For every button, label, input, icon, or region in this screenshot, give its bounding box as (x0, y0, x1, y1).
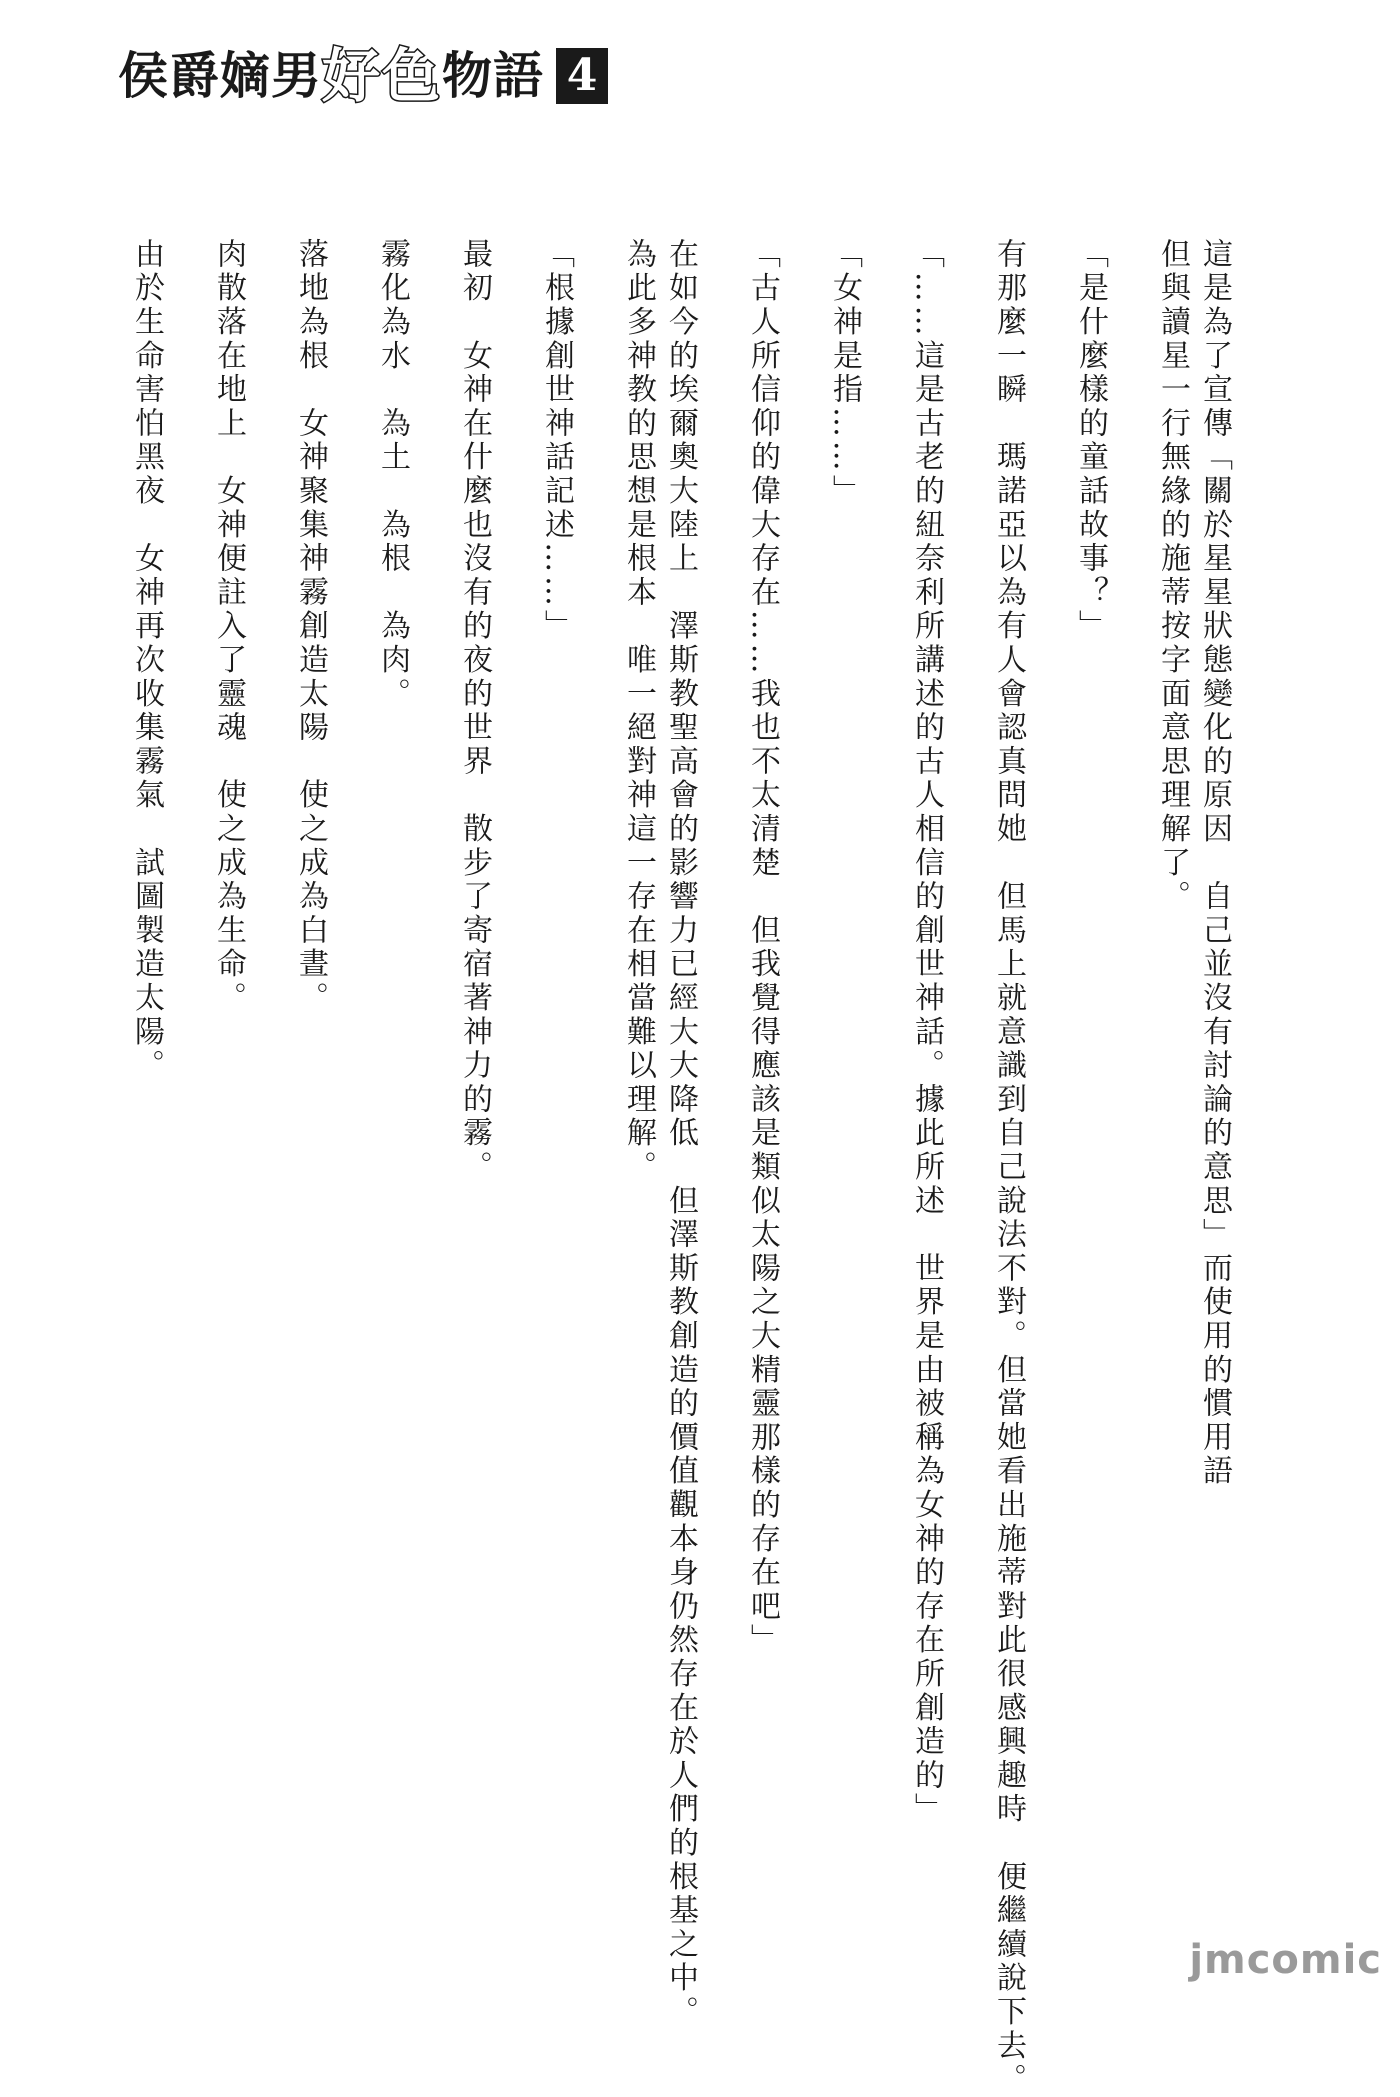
text-line: 「……這是古老的紐奈利所講述的古人相信的創世神話。據此所述 世界是由被稱為女神的存在所創造的」 (909, 238, 944, 1827)
title-accent: 好色 (322, 42, 443, 110)
text-line: 「根據創世神話記述……」 (539, 238, 574, 644)
body-text (125, 238, 1235, 2097)
text-line: 但與讀星一行無緣的施蒂按字面意思理解了。 (1155, 238, 1190, 914)
paragraph-gap (249, 238, 289, 1818)
text-line: 「古人所信仰的偉大存在……我也不太清楚 但我覺得應該是類似太陽之大精靈那樣的存在吧」 (745, 238, 780, 1658)
paragraph-gap (577, 238, 617, 1818)
text-line: 這是為了宣傳「關於星星狀態變化的原因 自己並沒有討論的意思」而使用的慣用語 (1197, 238, 1232, 1489)
text-line: 最初 女神在什麼也沒有的夜的世界 散步了寄宿著神力的霧。 (457, 238, 492, 1185)
text-line: 在如今的埃爾奧大陸上 澤斯教聖高會的影響力已經大大降低 但澤斯教創造的價值觀本身仍然存在於人們的根基之中。 (663, 238, 698, 2030)
volume-badge: 4 (556, 48, 608, 104)
paragraph-gap (331, 238, 371, 1818)
text-line: 為此多神教的思想是根本 唯一絕對神這一存在相當難以理解。 (621, 238, 656, 1185)
paragraph-gap (701, 238, 741, 1818)
text-line: 有那麼一瞬 瑪諾亞以為有人會認真問她 但馬上就意識到自己說法不對。但當她看出施蒂對此很感興趣時 便繼續說下去。 (991, 238, 1026, 2097)
paragraph-gap (783, 238, 823, 1818)
title-suffix: 物語 (442, 46, 545, 105)
paragraph-gap (413, 238, 453, 1818)
paragraph-gap (947, 238, 987, 1818)
text-line: 霧化為水 為土 為根 為肉。 (375, 238, 410, 712)
title-prefix: 侯爵嫡男 (118, 46, 322, 105)
paragraph-gap (865, 238, 905, 1818)
watermark-logo: jmcomic (1189, 1937, 1382, 1983)
paragraph-gap (167, 238, 207, 1818)
paragraph-gap (495, 238, 535, 1818)
paragraph-gap (1111, 238, 1151, 1818)
text-line: 落地為根 女神聚集神霧創造太陽 使之成為白晝。 (293, 238, 328, 1016)
text-line: 肉散落在地上 女神便註入了靈魂 使之成為生命。 (211, 238, 246, 1016)
text-line: 由於生命害怕黑夜 女神再次收集霧氣 試圖製造太陽。 (129, 238, 164, 1083)
paragraph-gap (1029, 238, 1069, 1818)
book-title (118, 44, 608, 108)
text-line: 「女神是指……」 (827, 238, 862, 509)
text-line: 「是什麼樣的童話故事？」 (1073, 238, 1108, 644)
